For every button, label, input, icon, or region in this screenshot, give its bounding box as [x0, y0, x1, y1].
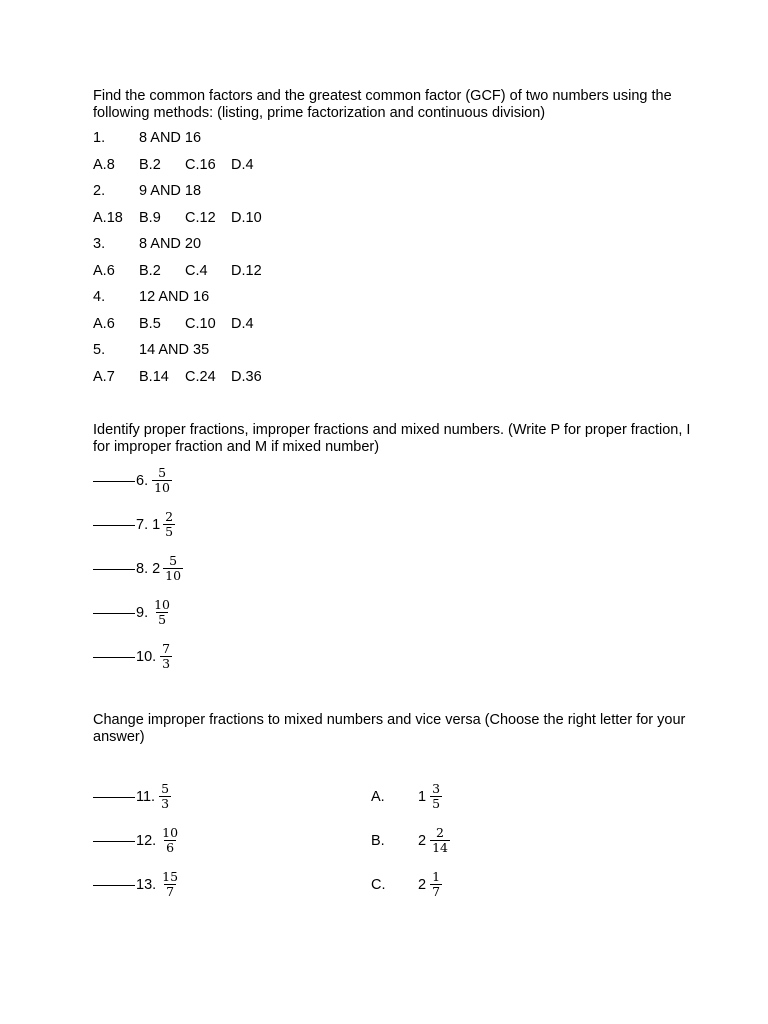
- question-3-options: A.6 B.2 C.4 D.12: [93, 263, 262, 279]
- choice-b: B. 2 $\frac{2}{14}$: [371, 825, 448, 855]
- item-9: 9. $\frac{10}{5}$: [93, 598, 172, 627]
- fraction: $\frac{10}{5}$: [154, 597, 170, 627]
- section2-instruction: Identify proper fractions, improper fractions and mixed numbers. (Write P for proper fraction, I for improper fraction and M if mixed number): [93, 422, 691, 455]
- question-2-options: A.18 B.9 C.12 D.10: [93, 210, 262, 226]
- answer-blank[interactable]: [93, 796, 135, 798]
- fraction: $\frac{5}{10}$: [165, 553, 182, 583]
- answer-blank[interactable]: [93, 568, 135, 570]
- fraction: $\frac{2}{14}$: [432, 825, 448, 855]
- item-10: 10. $\frac{7}{3}$: [93, 642, 172, 671]
- answer-blank[interactable]: [93, 884, 135, 886]
- item-13: 13. $\frac{15}{7}$: [93, 870, 180, 899]
- answer-blank[interactable]: [93, 656, 135, 658]
- item-11: 11. $\frac{5}{3}$: [93, 782, 171, 811]
- item-8: 8. 2 $\frac{5}{10}$: [93, 554, 183, 583]
- question-5-options: A.7 B.14 C.24 D.36: [93, 369, 262, 385]
- section3-instruction: Change improper fractions to mixed numbers and vice versa (Choose the right letter for your answer): [93, 712, 686, 745]
- question-2: 2. 9 AND 18: [93, 183, 202, 199]
- question-1-options: A.8 B.2 C.16 D.4: [93, 157, 254, 173]
- item-7: 7. 1 $\frac{2}{5}$: [93, 510, 175, 539]
- question-5: 5. 14 AND 35: [93, 342, 210, 358]
- question-3: 3. 8 AND 20: [93, 236, 202, 252]
- answer-blank[interactable]: [93, 480, 135, 482]
- item-12: 12. $\frac{10}{6}$: [93, 826, 180, 855]
- question-1: 1. 8 AND 16: [93, 130, 202, 146]
- fraction: $\frac{5}{10}$: [154, 465, 170, 495]
- fraction: $\frac{10}{6}$: [162, 825, 179, 855]
- item-6: 6. $\frac{5}{10}$: [93, 466, 172, 495]
- section1-instruction: Find the common factors and the greatest common factor (GCF) of two numbers using the following methods: (listing, prime factorization and continuous division): [93, 88, 672, 121]
- answer-blank[interactable]: [93, 612, 135, 614]
- choice-c: C. 2 $\frac{1}{7}$: [371, 869, 441, 899]
- answer-blank[interactable]: [93, 524, 135, 526]
- fraction: $\frac{7}{3}$: [162, 641, 171, 671]
- question-4-options: A.6 B.5 C.10 D.4: [93, 316, 254, 332]
- fraction: $\frac{15}{7}$: [162, 869, 179, 899]
- fraction: $\frac{5}{3}$: [161, 781, 170, 811]
- choice-a: A. 1 $\frac{3}{5}$: [371, 781, 441, 811]
- fraction: $\frac{1}{7}$: [432, 869, 441, 899]
- fraction: $\frac{2}{5}$: [165, 509, 174, 539]
- question-4: 4. 12 AND 16: [93, 289, 210, 305]
- answer-blank[interactable]: [93, 840, 135, 842]
- fraction: $\frac{3}{5}$: [432, 781, 441, 811]
